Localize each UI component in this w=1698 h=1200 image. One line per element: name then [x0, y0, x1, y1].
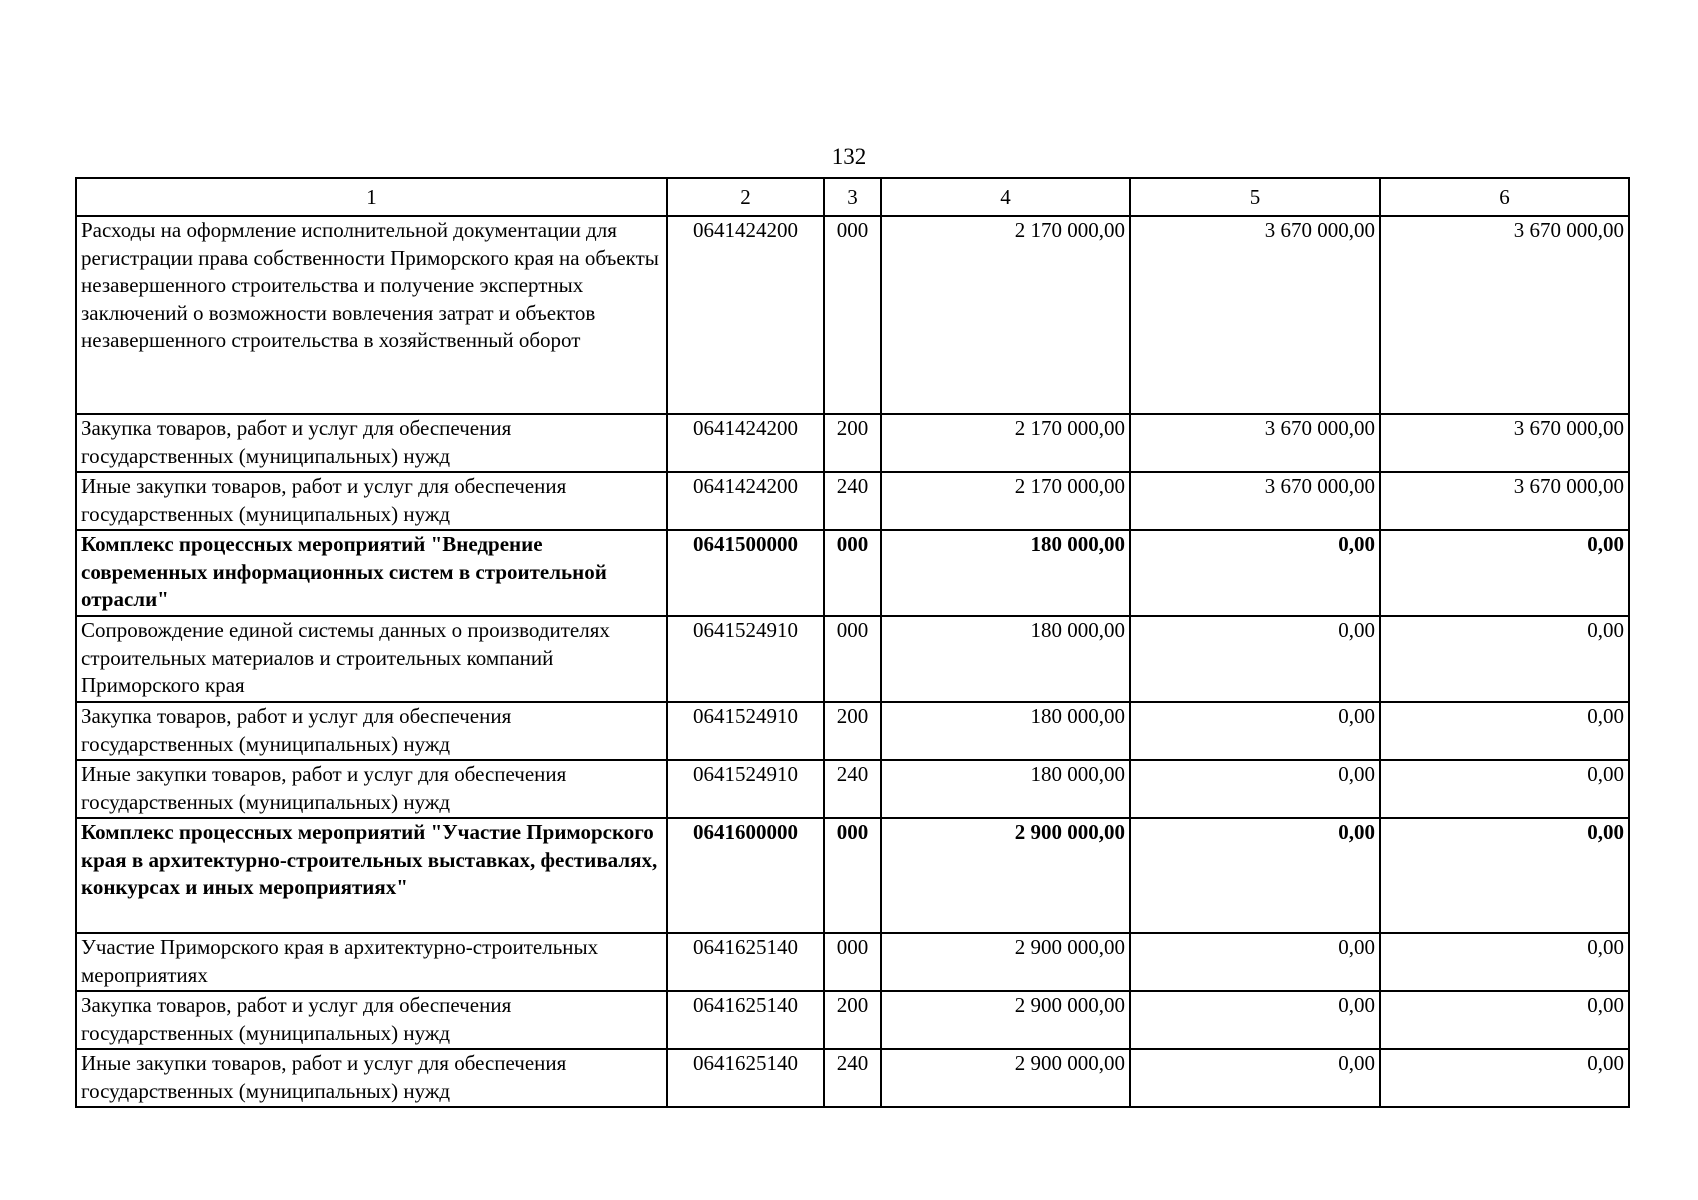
row-expense-type: 000	[824, 616, 881, 702]
row-amount-col6: 0,00	[1380, 760, 1629, 818]
row-code: 0641625140	[667, 1049, 824, 1107]
row-amount-col6: 0,00	[1380, 702, 1629, 760]
table-row	[76, 472, 1629, 530]
row-amount-col5: 0,00	[1130, 616, 1380, 702]
row-code: 0641424200	[667, 414, 824, 472]
row-amount-col5: 0,00	[1130, 530, 1380, 616]
row-code: 0641600000	[667, 818, 824, 933]
row-amount-col5: 0,00	[1130, 702, 1380, 760]
row-expense-type: 200	[824, 414, 881, 472]
table-row	[76, 702, 1629, 760]
row-code: 0641625140	[667, 991, 824, 1049]
row-expense-type: 000	[824, 216, 881, 414]
row-amount-col4: 2 170 000,00	[881, 216, 1130, 414]
row-code: 0641524910	[667, 702, 824, 760]
row-description: Иные закупки товаров, работ и услуг для обеспечения государственных (муниципальных) нужд	[76, 472, 667, 530]
table-row	[76, 818, 1629, 933]
row-amount-col4: 2 900 000,00	[881, 933, 1130, 991]
row-description: Комплекс процессных мероприятий "Участие Приморского края в архитектурно-строительных выставках, фестивалях, конкурсах и иных мероприятиях"	[76, 818, 667, 933]
row-amount-col4: 2 900 000,00	[881, 818, 1130, 933]
budget-table	[75, 177, 1630, 1108]
row-description: Участие Приморского края в архитектурно-строительных мероприятиях	[76, 933, 667, 991]
table-row	[76, 616, 1629, 702]
table-row	[76, 530, 1629, 616]
row-amount-col6: 0,00	[1380, 530, 1629, 616]
table-row	[76, 1049, 1629, 1107]
column-header: 6	[1380, 178, 1629, 216]
row-description: Закупка товаров, работ и услуг для обеспечения государственных (муниципальных) нужд	[76, 414, 667, 472]
row-amount-col4: 2 900 000,00	[881, 991, 1130, 1049]
row-description: Расходы на оформление исполнительной документации для регистрации права собственности Приморского края на объекты незавершенного строительства и получение экспертных заключений о возможности вовлечения затрат и объектов незавершенного строительства в хозяйственный оборот	[76, 216, 667, 414]
row-amount-col5: 0,00	[1130, 818, 1380, 933]
row-amount-col6: 3 670 000,00	[1380, 472, 1629, 530]
row-amount-col4: 180 000,00	[881, 760, 1130, 818]
page-number: 132	[831, 144, 867, 169]
column-header: 2	[667, 178, 824, 216]
row-code: 0641500000	[667, 530, 824, 616]
table-header-row	[76, 178, 1629, 216]
table-body	[76, 216, 1629, 1107]
row-amount-col4: 2 170 000,00	[881, 414, 1130, 472]
row-amount-col6: 0,00	[1380, 818, 1629, 933]
row-expense-type: 200	[824, 991, 881, 1049]
column-header: 4	[881, 178, 1130, 216]
row-expense-type: 000	[824, 933, 881, 991]
row-amount-col5: 3 670 000,00	[1130, 414, 1380, 472]
row-amount-col5: 0,00	[1130, 1049, 1380, 1107]
row-amount-col4: 180 000,00	[881, 616, 1130, 702]
row-amount-col6: 0,00	[1380, 991, 1629, 1049]
row-amount-col5: 0,00	[1130, 760, 1380, 818]
row-amount-col6: 3 670 000,00	[1380, 414, 1629, 472]
row-amount-col4: 180 000,00	[881, 702, 1130, 760]
row-code: 0641524910	[667, 616, 824, 702]
row-amount-col5: 3 670 000,00	[1130, 472, 1380, 530]
row-amount-col5: 3 670 000,00	[1130, 216, 1380, 414]
row-description: Сопровождение единой системы данных о производителях строительных материалов и строительных компаний Приморского края	[76, 616, 667, 702]
row-amount-col6: 0,00	[1380, 616, 1629, 702]
table-row	[76, 933, 1629, 991]
row-description: Комплекс процессных мероприятий "Внедрение современных информационных систем в строительной отрасли"	[76, 530, 667, 616]
row-code: 0641424200	[667, 216, 824, 414]
row-amount-col5: 0,00	[1130, 991, 1380, 1049]
table-row	[76, 414, 1629, 472]
row-amount-col6: 3 670 000,00	[1380, 216, 1629, 414]
row-amount-col4: 180 000,00	[881, 530, 1130, 616]
row-amount-col4: 2 170 000,00	[881, 472, 1130, 530]
row-description: Иные закупки товаров, работ и услуг для обеспечения государственных (муниципальных) нужд	[76, 1049, 667, 1107]
row-amount-col5: 0,00	[1130, 933, 1380, 991]
table-row	[76, 991, 1629, 1049]
row-expense-type: 240	[824, 760, 881, 818]
row-expense-type: 240	[824, 1049, 881, 1107]
row-expense-type: 000	[824, 818, 881, 933]
row-expense-type: 200	[824, 702, 881, 760]
row-amount-col4: 2 900 000,00	[881, 1049, 1130, 1107]
table-row	[76, 216, 1629, 414]
row-code: 0641424200	[667, 472, 824, 530]
column-header: 3	[824, 178, 881, 216]
row-amount-col6: 0,00	[1380, 1049, 1629, 1107]
row-code: 0641524910	[667, 760, 824, 818]
column-header: 5	[1130, 178, 1380, 216]
column-header: 1	[76, 178, 667, 216]
row-expense-type: 240	[824, 472, 881, 530]
table-row	[76, 760, 1629, 818]
row-description: Закупка товаров, работ и услуг для обеспечения государственных (муниципальных) нужд	[76, 991, 667, 1049]
row-code: 0641625140	[667, 933, 824, 991]
row-description: Иные закупки товаров, работ и услуг для обеспечения государственных (муниципальных) нужд	[76, 760, 667, 818]
row-expense-type: 000	[824, 530, 881, 616]
row-description: Закупка товаров, работ и услуг для обеспечения государственных (муниципальных) нужд	[76, 702, 667, 760]
row-amount-col6: 0,00	[1380, 933, 1629, 991]
